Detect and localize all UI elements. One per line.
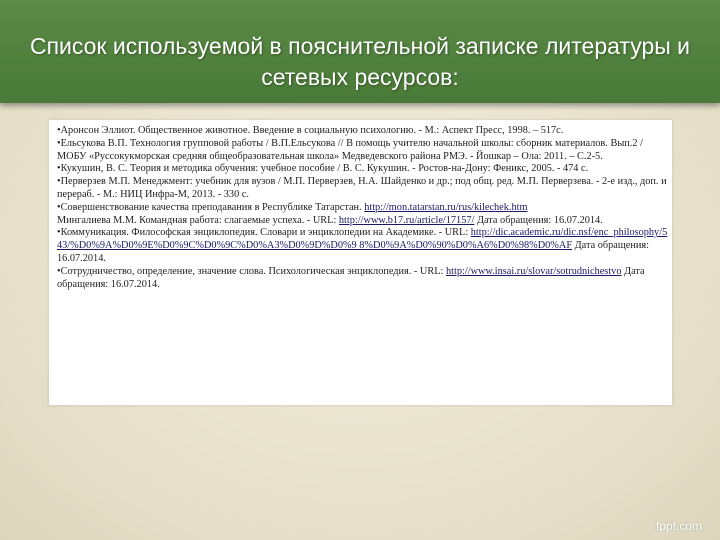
access-date: Дата обращения: 16.07.2014.	[57, 265, 645, 290]
reference-item	[57, 227, 669, 265]
reference-text: •Совершенствование качества преподавания в Республике Татарстан.	[57, 201, 362, 213]
reference-link[interactable]: http://mon.tatarstan.ru/rus/kilechek.htm	[364, 201, 528, 213]
access-date: Дата обращения: 16.07.2014.	[57, 240, 649, 264]
reference-item	[57, 215, 669, 228]
reference-link[interactable]: http://www.insai.ru/slovar/sotrudnichestvo	[445, 265, 622, 277]
slide-title: Список используемой в пояснительной записке литературы и сетевых ресурсов:	[29, 33, 690, 90]
reference-text: •Ельсукова В.П. Технология групповой работы / В.П.Ельсукова // В помощь учителю начальной школы: сборник материалов. Вып.2 / МОБУ «Руссокукморская средняя общеобразовательная школа» Медведевского района РМЭ. - Йошкар – Ола: 2011. – С.2-5.	[57, 137, 643, 162]
reference-item	[57, 138, 669, 164]
reference-item	[57, 125, 669, 138]
reference-link[interactable]: http://www.b17.ru/article/17157/	[338, 214, 475, 226]
reference-text: •Аронсон Эллиот. Общественное животное. Введение в социальную психологию. - М.: Аспект Пресс, 1998. – 517с.	[57, 125, 564, 136]
access-date: Дата обращения: 16.07.2014.	[476, 214, 603, 226]
reference-text: •Перверзев М.П. Менеджмент: учебник для вузов / М.П. Перверзев, Н.А. Шайденко и др.; под общ. ред. М.П. Перверзева. - 2-е изд., доп. и перераб. - М.: НИЦ Инфра-М, 2013. - 330 с.	[57, 176, 667, 200]
reference-item	[57, 202, 669, 215]
title-band	[0, 0, 720, 103]
reference-item	[57, 163, 669, 176]
reference-item	[57, 176, 669, 202]
reference-link[interactable]: http://dic.academic.ru/dic.nsf/enc_philosophy/543/%D0%9A%D0%9E%D0%9C%D0%9C%D0%A3%D0%9D%D0%9 8%D0%9A%D0%90%D0%A6%D0%98%D0%AF	[57, 227, 668, 252]
reference-text: •Коммуникация. Философская энциклопедия. Словари и энциклопедии на Академике. - URL:	[57, 227, 469, 239]
reference-text: •Кукушин, В. С. Теория и методика обучения: учебное пособие / В. С. Кукушин. - Ростов-на-Дону: Феникс, 2005. - 474 с.	[57, 163, 589, 175]
reference-list	[57, 125, 669, 291]
brand-watermark: fppt.com	[656, 519, 703, 533]
reference-item	[57, 266, 669, 292]
reference-text: •Сотрудничество, определение, значение слова. Психологическая энциклопедия. - URL:	[57, 265, 444, 277]
reference-text: Мингалиева М.М. Командная работа: слагаемые успеха. - URL:	[57, 214, 337, 226]
